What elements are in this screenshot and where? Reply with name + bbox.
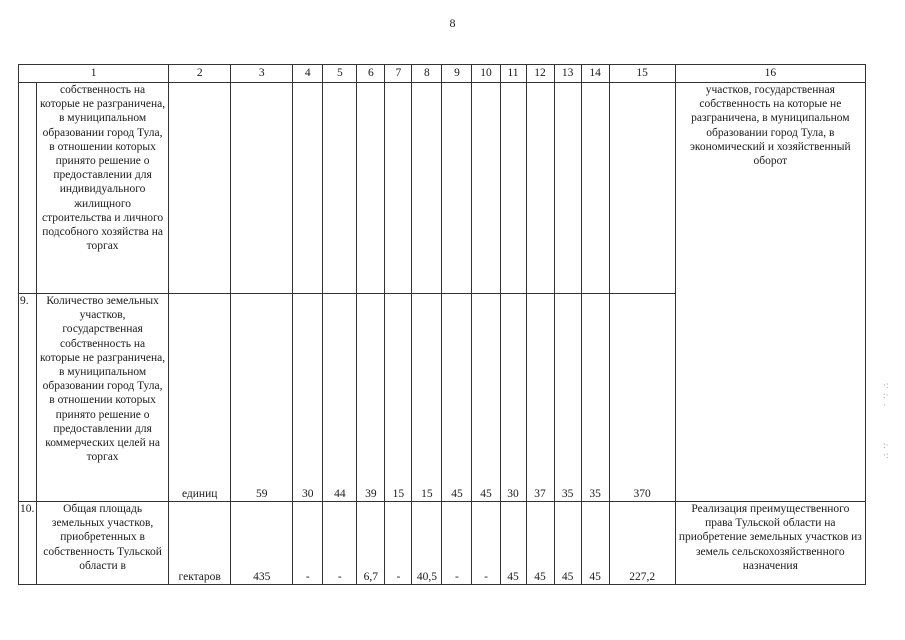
- value-cell: 37: [526, 294, 554, 502]
- value-cell: -: [293, 502, 323, 585]
- value-cell: 435: [231, 502, 293, 585]
- value-cell: [442, 83, 472, 294]
- value-cell: -: [442, 502, 472, 585]
- column-header: 15: [609, 65, 675, 83]
- value-cell: [293, 83, 323, 294]
- column-header: 11: [500, 65, 526, 83]
- value-cell: 15: [412, 294, 442, 502]
- page-number: 8: [449, 16, 456, 30]
- column-header: 5: [323, 65, 357, 83]
- value-cell: [357, 83, 385, 294]
- value-cell: 45: [442, 294, 472, 502]
- value-cell: [472, 83, 500, 294]
- value-cell: -: [385, 502, 412, 585]
- value-cell: 40,5: [412, 502, 442, 585]
- note-cell: Реализация преимущественного права Тульской области на приобретение земельных участков из земель сельскохозяйственного назначения: [675, 502, 865, 585]
- column-header: 9: [442, 65, 472, 83]
- value-cell: 44: [323, 294, 357, 502]
- total-cell: [609, 83, 675, 294]
- column-header: 3: [231, 65, 293, 83]
- value-cell: [412, 83, 442, 294]
- value-cell: [526, 83, 554, 294]
- value-cell: [323, 83, 357, 294]
- value-cell: 35: [581, 294, 609, 502]
- value-cell: 39: [357, 294, 385, 502]
- value-cell: [581, 83, 609, 294]
- value-cell: 59: [231, 294, 293, 502]
- value-cell: 30: [293, 294, 323, 502]
- value-cell: 45: [526, 502, 554, 585]
- indicator-name: собственность на которые не разграничена, в муниципальном образовании город Тула, в отношении которых принято решение о предоставлении для индивидуального жилищного строительства и личного подсобного хозяйства на торгах: [37, 83, 169, 294]
- column-header: 12: [526, 65, 554, 83]
- value-cell: 45: [472, 294, 500, 502]
- row-number: 10.: [19, 502, 37, 585]
- column-header: 1: [19, 65, 169, 83]
- unit-cell: единиц: [169, 294, 231, 502]
- value-cell: [500, 83, 526, 294]
- value-cell: 15: [385, 294, 412, 502]
- column-header: 14: [581, 65, 609, 83]
- column-header: 4: [293, 65, 323, 83]
- column-header: 10: [472, 65, 500, 83]
- scan-speck: ·: :· ·: [883, 380, 889, 410]
- value-cell: 45: [500, 502, 526, 585]
- value-cell: 30: [500, 294, 526, 502]
- value-cell: 6,7: [357, 502, 385, 585]
- value-cell: 35: [554, 294, 581, 502]
- data-table: [18, 64, 866, 585]
- indicator-name: Количество земельных участков, государственная собственность на которые не разграничена, в муниципальном образовании город Тула, в отношении которых принято решение о предоставлении для коммерческих целей на торгах: [37, 294, 169, 502]
- value-cell: 45: [581, 502, 609, 585]
- row-number: 9.: [19, 294, 37, 502]
- column-header: 6: [357, 65, 385, 83]
- indicator-name: Общая площадь земельных участков, приобретенных в собственность Тульской области в: [37, 502, 169, 585]
- table-row: [19, 83, 866, 294]
- column-header: 2: [169, 65, 231, 83]
- row-number: [19, 83, 37, 294]
- column-header: 16: [675, 65, 865, 83]
- header-row: [19, 65, 866, 83]
- value-cell: 45: [554, 502, 581, 585]
- value-cell: [231, 83, 293, 294]
- table-row: [19, 502, 866, 585]
- unit-cell: [169, 83, 231, 294]
- note-cell: участков, государственная собственность на которые не разграничена, в муниципальном образовании город Тула, в экономический и хозяйственный оборот: [675, 83, 865, 502]
- total-cell: 370: [609, 294, 675, 502]
- value-cell: [385, 83, 412, 294]
- value-cell: -: [323, 502, 357, 585]
- total-cell: 227,2: [609, 502, 675, 585]
- scan-speck: :· ·:: [883, 440, 889, 460]
- column-header: 7: [385, 65, 412, 83]
- value-cell: [554, 83, 581, 294]
- column-header: 13: [554, 65, 581, 83]
- unit-cell: гектаров: [169, 502, 231, 585]
- value-cell: -: [472, 502, 500, 585]
- column-header: 8: [412, 65, 442, 83]
